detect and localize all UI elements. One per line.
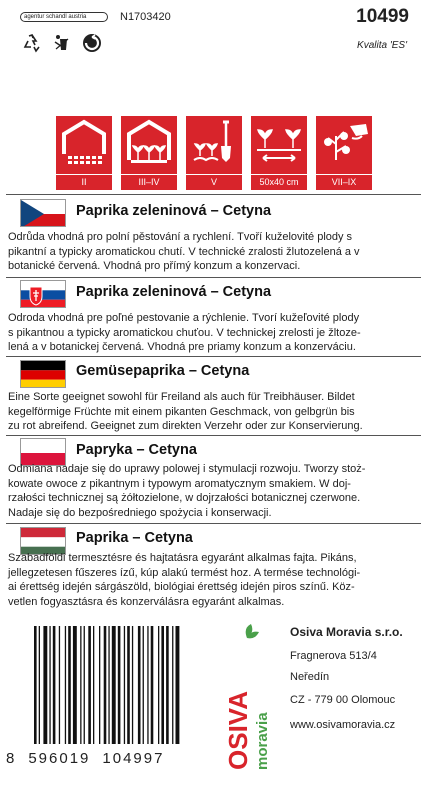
section-text-sk (8, 311, 420, 355)
logo-subtext: moravia (254, 712, 271, 770)
text-line: Eine Sorte geeignet sowohl für Freiland als auch für Treibhäuser. Bildet (8, 391, 355, 403)
company-name: Osiva Moravia s.r.o. (290, 625, 403, 639)
divider (6, 194, 421, 195)
text-line: lená a v botanickej červená. Vhodná pre priamy konzum a konzerváciu. (8, 341, 356, 354)
bin-icon (52, 33, 72, 53)
text-line: kowate owoce z pikantnym i typowym aromatycznym smakiem. W doj- (8, 477, 351, 490)
text-line: zu rot abreifend. Geeignet zum direkten Verzehr oder zur Konservierung. (8, 420, 363, 433)
text-line: pikantní a typicky aromatickou chutí. V technické zralosti žlutozelená a v (8, 245, 360, 258)
seed-tray-icon (56, 116, 112, 174)
company-city: Neředín (290, 671, 330, 683)
section-text-cz (8, 230, 420, 274)
section-title-pl: Papryka – Cetyna (76, 442, 197, 458)
barcode-digits: 8 (6, 750, 17, 767)
barcode-digits: 104997 (102, 750, 165, 767)
section-title-de: Gemüsepaprika – Cetyna (76, 363, 250, 379)
text-line: rzałości technicznej są żółtozielone, w dojrzałości botanicznej czerwone. (8, 492, 361, 505)
product-code: 10499 (356, 6, 409, 27)
text-line: s pikantnou a typicky aromatickou chuťou. V technickej zrelosti je žltoze- (8, 326, 361, 339)
product-number: N1703420 (120, 11, 171, 23)
company-website[interactable]: www.osivamoravia.cz (290, 719, 396, 731)
header (0, 0, 427, 66)
section-title-cz: Paprika zeleninová – Cetyna (76, 203, 272, 219)
harvest-icon (316, 116, 372, 174)
barcode-digits: 596019 (28, 750, 91, 767)
icon-label-greenhouse: III–IV (121, 175, 177, 190)
divider (6, 277, 421, 278)
section-text-hu (8, 551, 420, 610)
planting-icon (186, 116, 242, 174)
company-street: Fragnerova 513/4 (290, 650, 377, 662)
barcode (32, 626, 208, 744)
flag-de (20, 360, 66, 388)
section-text-pl (8, 462, 420, 521)
flag-sk (20, 280, 66, 308)
company-postal: CZ - 779 00 Olomouc (290, 694, 396, 706)
quality-label: Kvalita 'ES' (357, 40, 407, 51)
section-title-hu: Paprika – Cetyna (76, 530, 193, 546)
barcode-number (6, 750, 176, 767)
recycle-icon (22, 33, 42, 53)
flag-cz (20, 199, 66, 227)
text-line: Odrůda vhodná pro polní pěstování a rychlení. Tvoří kuželovité plody s (8, 231, 353, 243)
text-line: Odroda vhodná pre poľné pestovanie a rýchlenie. Tvorí kužeľovité plody (8, 312, 360, 324)
text-line: ai érettség idején sárgászöld, biológiai érettség idején piros színű. Köz- (8, 581, 355, 594)
text-line: botanické červená. Vhodná pro přímý konzum a konzervaci. (8, 260, 301, 273)
text-line: Odmiana nadaje się do uprawy polowej i stymulacji rozwoju. Tworzy stoż- (8, 463, 366, 475)
text-line: vetlen fogyasztásra és konzerválásra egyaránt alkalmas. (8, 596, 285, 609)
text-line: jellegzetesen fűszeres ízű, kúp alakú termést hoz. A termése technológi- (8, 566, 361, 579)
text-line: kegelförmige Früchte mit einem pikanten Geschmack, von gelbgrün bis (8, 405, 355, 418)
green-dot-icon (82, 33, 102, 53)
section-text-de (8, 390, 420, 434)
cultivation-icons (56, 116, 374, 192)
greenhouse-icon (121, 116, 177, 174)
icon-label-planting: V (186, 175, 242, 190)
text-line: Szabadföldi termesztésre és hajtatásra egyaránt alkalmas fajta. Pikáns, (8, 552, 357, 564)
text-line: Nadaje się do bezpośredniego spożycia i konserwacji. (8, 507, 272, 520)
divider (6, 356, 421, 357)
icon-label-spacing: 50x40 cm (251, 175, 307, 190)
spacing-icon (251, 116, 307, 174)
logo-text: OSIVA (223, 691, 253, 770)
divider (6, 435, 421, 436)
section-title-sk: Paprika zeleninová – Cetyna (76, 284, 272, 300)
osiva-moravia-logo (221, 622, 277, 772)
icon-label-sowing: II (56, 175, 112, 190)
agency-badge: agentur schandl austria (20, 12, 108, 22)
divider (6, 523, 421, 524)
icon-label-harvest: VII–IX (316, 175, 372, 190)
